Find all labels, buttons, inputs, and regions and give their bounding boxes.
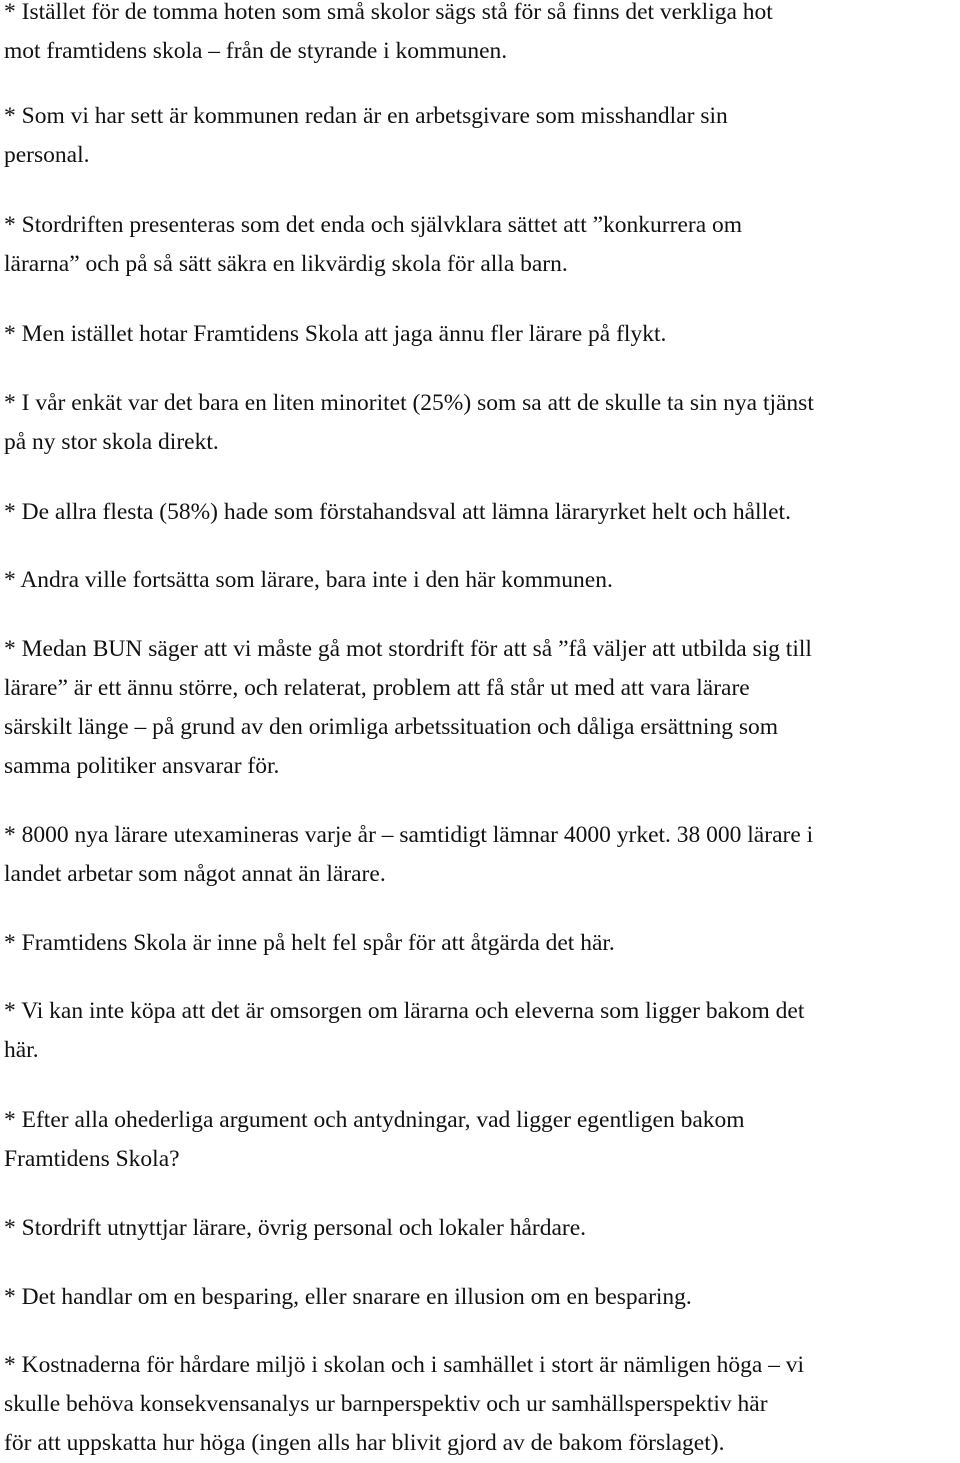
- text-line: * Medan BUN säger att vi måste gå mot stordrift för att så ”få väljer att utbilda sig till: [4, 636, 812, 662]
- text-line: * 8000 nya lärare utexamineras varje år – samtidigt lämnar 4000 yrket. 38 000 lärare i: [4, 822, 814, 848]
- paragraph-3: [4, 206, 959, 284]
- text-line: för att uppskatta hur höga (ingen alls har blivit gjord av de bakom förslaget).: [4, 1430, 725, 1456]
- paragraph-13: [4, 1209, 959, 1248]
- paragraph-2: [4, 97, 959, 175]
- text-line: * Vi kan inte köpa att det är omsorgen om lärarna och eleverna som ligger bakom det: [4, 998, 805, 1024]
- paragraph-12: [4, 1101, 959, 1179]
- text-line: lärarna” och på så sätt säkra en likvärdig skola för alla barn.: [4, 251, 568, 277]
- text-line: här.: [4, 1037, 39, 1063]
- paragraph-15: [4, 1346, 959, 1463]
- paragraph-11: [4, 992, 959, 1070]
- paragraph-9: [4, 816, 959, 894]
- text-line: * Men istället hotar Framtidens Skola att jaga ännu fler lärare på flykt.: [4, 321, 667, 347]
- text-line: Framtidens Skola?: [4, 1146, 180, 1172]
- paragraph-6: [4, 493, 959, 532]
- text-line: * De allra flesta (58%) hade som förstahandsval att lämna läraryrket helt och hållet.: [4, 499, 791, 525]
- text-line: * Framtidens Skola är inne på helt fel spår för att åtgärda det här.: [4, 930, 615, 956]
- text-line: skulle behöva konsekvensanalys ur barnperspektiv och ur samhällsperspektiv här: [4, 1391, 768, 1417]
- paragraph-1: [4, 0, 959, 71]
- text-line: * Stordriften presenteras som det enda och självklara sättet att ”konkurrera om: [4, 212, 743, 238]
- text-line: särskilt länge – på grund av den orimliga arbetssituation och dåliga ersättning som: [4, 714, 779, 740]
- text-line: * I vår enkät var det bara en liten minoritet (25%) som sa att de skulle ta sin nya tjänst: [4, 390, 814, 416]
- text-line: * Stordrift utnyttjar lärare, övrig personal och lokaler hårdare.: [4, 1215, 587, 1241]
- paragraph-14: [4, 1278, 959, 1317]
- text-line: * Kostnaderna för hårdare miljö i skolan och i samhället i stort är nämligen höga – vi: [4, 1352, 805, 1378]
- text-line: på ny stor skola direkt.: [4, 429, 219, 455]
- text-line: * Efter alla ohederliga argument och antydningar, vad ligger egentligen bakom: [4, 1107, 745, 1133]
- text-line: lärare” är ett ännu större, och relaterat, problem att få står ut med att vara lärare: [4, 675, 750, 701]
- text-line: * Andra ville fortsätta som lärare, bara inte i den här kommunen.: [4, 567, 613, 593]
- text-line: * Det handlar om en besparing, eller snarare en illusion om en besparing.: [4, 1284, 692, 1310]
- paragraph-8: [4, 630, 959, 786]
- paragraph-7: [4, 561, 959, 600]
- text-line: landet arbetar som något annat än lärare.: [4, 861, 386, 887]
- text-line: mot framtidens skola – från de styrande i kommunen.: [4, 38, 508, 64]
- text-line: * Som vi har sett är kommunen redan är en arbetsgivare som misshandlar sin: [4, 103, 728, 129]
- text-line: personal.: [4, 142, 90, 168]
- paragraph-4: [4, 315, 959, 354]
- text-line: samma politiker ansvarar för.: [4, 753, 280, 779]
- text-line: * Istället för de tomma hoten som små skolor sägs stå för så finns det verkliga hot: [4, 0, 773, 25]
- paragraph-10: [4, 924, 959, 963]
- paragraph-5: [4, 384, 959, 462]
